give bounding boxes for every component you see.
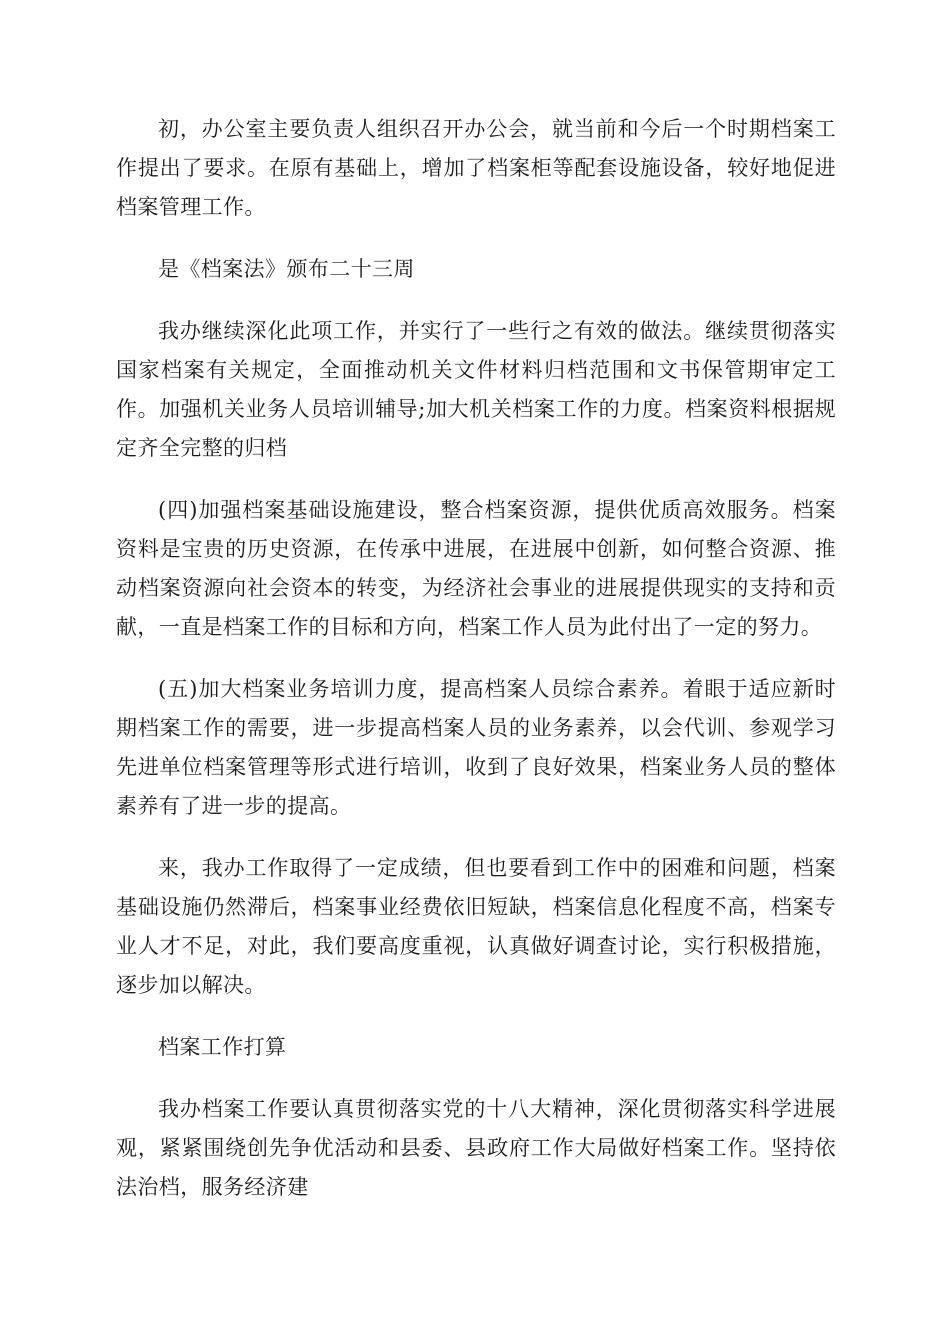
paragraph-section-five: (五)加大档案业务培训力度，提高档案人员综合素养。着眼于适应新时期档案工作的需要，进一步提高档案人员的业务素养，以会代训、参观学习先进单位档案管理等形式进行培训，收到了良好效果，档案业务人员的整体素养有了进一步的提高。 (116, 677, 836, 818)
paragraph-plan: 我办档案工作要认真贯彻落实党的十八大精神，深化贯彻落实科学进展观，紧紧围绕创先争优活动和县委、县政府工作大局做好档案工作。坚持依法治档，服务经济建 (116, 1097, 836, 1199)
paragraph-problems: 来，我办工作取得了一定成绩，但也要看到工作中的困难和问题，档案基础设施仍然滞后，档案事业经费依旧短缺，档案信息化程度不高，档案专业人才不足，对此，我们要高度重视，认真做好调查讨论，实行积极措施，逐步加以解决。 (116, 856, 836, 997)
paragraph-section-four: (四)加强档案基础设施建设，整合档案资源，提供优质高效服务。档案资料是宝贵的历史资源，在传承中进展，在进展中创新，如何整合资源、推动档案资源向社会资本的转变，为经济社会事业的进展提供现实的支持和贡献，一直是档案工作的目标和方向，档案工作人员为此付出了一定的努力。 (116, 498, 836, 639)
heading-work-plan: 档案工作打算 (158, 1035, 287, 1059)
paragraph-archive-law-anniversary: 是《档案法》颁布二十三周 (158, 257, 415, 281)
document-body (116, 110, 836, 1230)
paragraph-office-meeting: 初，办公室主要负责人组织召开办公会，就当前和今后一个时期档案工作提出了要求。在原有基础上，增加了档案柜等配套设施设备，较好地促进档案管理工作。 (116, 117, 836, 219)
paragraph-deepen-work: 我办继续深化此项工作，并实行了一些行之有效的做法。继续贯彻落实国家档案有关规定，全面推动机关文件材料归档范围和文书保管期审定工作。加强机关业务人员培训辅导;加大机关档案工作的力度。档案资料根据规定齐全完整的归档 (116, 319, 836, 460)
